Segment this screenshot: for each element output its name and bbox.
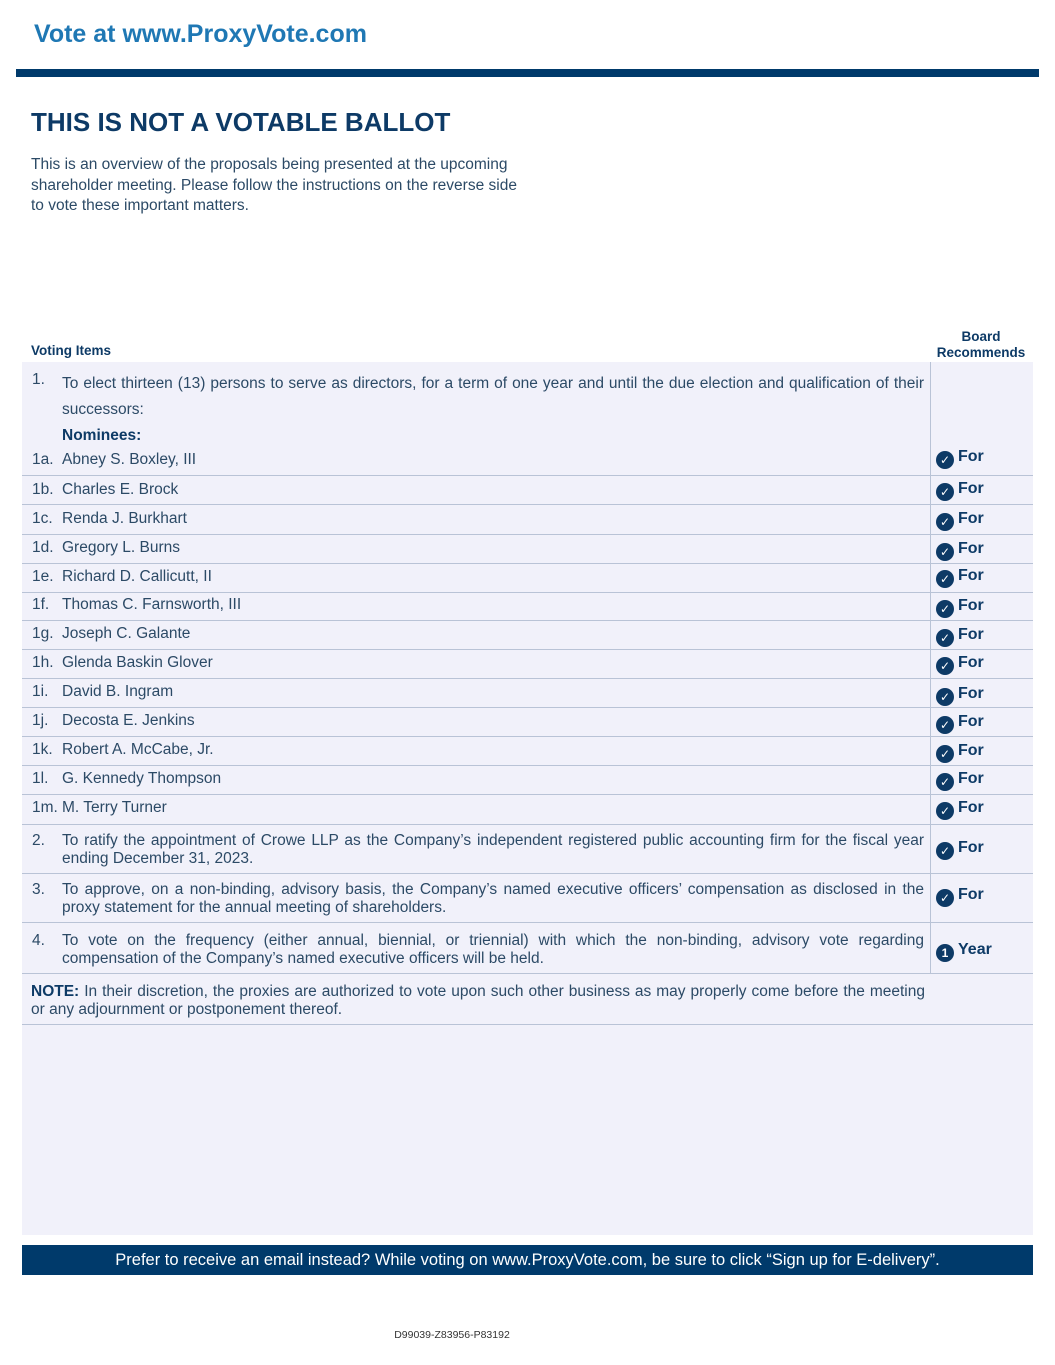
nominee-row [22,795,1033,825]
check-circle-icon: ✓ [936,513,954,531]
nominee-row [22,476,1033,505]
note-body: In their discretion, the proxies are authorized to vote upon such other business as may properly come before the meeting or any adjournment or postponement thereof. [31,983,925,1018]
note-row [22,974,1033,1025]
board-recommendation [936,567,984,588]
proposal-4-text: To vote on the frequency (either annual, biennial, or triennial) with which the non-binding, advisory vote regarding compensation of the Company’s named executive officers will be held. [62,932,924,967]
board-recommendation [936,510,984,531]
check-circle-icon: ✓ [936,745,954,763]
board-recommendation [936,770,984,791]
header-title: Vote at www.ProxyVote.com [34,20,367,48]
recommendation-label: For [958,654,984,671]
nominee-name: G. Kennedy Thompson [62,770,222,787]
document-id: D99039-Z83956-P83192 [394,1329,510,1341]
nominee-name: Thomas C. Farnsworth, III [62,596,242,613]
nominee-number: 1k. [32,741,53,758]
check-circle-icon: ✓ [936,570,954,588]
recommendation-label: For [958,770,984,787]
nominee-number: 1b. [32,481,54,498]
recommendation-label: For [958,799,984,816]
board-recommendation [936,597,984,618]
nominee-row [22,679,1033,708]
recommendation-label: For [958,742,984,759]
nominee-name: Gregory L. Burns [62,539,181,556]
proposal-number: 4. [32,932,45,949]
check-circle-icon: ✓ [936,451,954,469]
nominee-row [22,535,1033,564]
nominee-row [22,564,1033,593]
nominee-name: Abney S. Boxley, III [62,451,197,468]
nominee-name: Robert A. McCabe, Jr. [62,741,214,758]
proposal-2-row [22,825,1033,874]
board-recommendation [936,839,984,860]
check-circle-icon: ✓ [936,543,954,561]
check-circle-icon: ✓ [936,629,954,647]
check-circle-icon: ✓ [936,842,954,860]
number-one-circle-icon: 1 [936,944,954,962]
board-recommendation [936,540,984,561]
board-recommendation [936,713,984,734]
board-recommendation [936,480,984,501]
board-recommendation [936,448,984,469]
nominee-row [22,650,1033,679]
board-recommendation [936,886,984,907]
recommendation-label: For [958,510,984,527]
board-recommendation [936,626,984,647]
proposal-number: 2. [32,832,45,849]
nominee-name: Charles E. Brock [62,481,179,498]
board-recommends-header [928,329,1034,361]
nominees-label: Nominees: [62,427,142,444]
board-header-line1: Board [961,329,1001,344]
proposal-number: 1. [32,371,45,388]
nominee-name: Joseph C. Galante [62,625,191,642]
nominee-row [22,766,1033,795]
nominee-row [22,593,1033,621]
board-recommendation [936,654,984,675]
nominee-row [22,621,1033,650]
check-circle-icon: ✓ [936,716,954,734]
nominee-name: M. Terry Turner [62,799,167,816]
nominee-number: 1c. [32,510,53,527]
note-text [31,983,925,1018]
recommendation-label: Year [958,941,992,958]
recommendation-label: For [958,480,984,497]
intro-text: This is an overview of the proposals being presented at the upcoming shareholder meeting. Please follow the instructions on the reverse side to vote these important matters. [31,156,517,214]
nominee-name: Richard D. Callicutt, II [62,568,212,585]
nominee-number: 1a. [32,451,54,468]
recommendation-label: For [958,626,984,643]
recommendation-label: For [958,713,984,730]
edelivery-banner: Prefer to receive an email instead? While voting on www.ProxyVote.com, be sure to click “Sign up for E-delivery”. [22,1245,1033,1275]
voting-items-header: Voting Items [31,343,112,358]
proposal-1-description: To elect thirteen (13) persons to serve as directors, for a term of one year and until the due election and qualification of their successors: [62,375,924,418]
nominee-row [22,505,1033,535]
check-circle-icon: ✓ [936,600,954,618]
nominee-name: Glenda Baskin Glover [62,654,213,671]
nominee-row [22,737,1033,766]
proposal-3-row [22,874,1033,923]
board-recommendation [936,799,984,820]
board-recommendation [936,742,984,763]
recommendation-label: For [958,685,984,702]
nominee-row [22,708,1033,737]
nominee-name: Decosta E. Jenkins [62,712,195,729]
header-divider-bar [16,69,1039,77]
check-circle-icon: ✓ [936,657,954,675]
board-header-line2: Recommends [936,345,1026,360]
board-recommendation [936,941,992,962]
recommendation-label: For [958,839,984,856]
recommendation-label: For [958,540,984,557]
check-circle-icon: ✓ [936,773,954,791]
proposal-1-row [22,362,1033,476]
proposal-number: 3. [32,881,45,898]
proposal-1-text [62,371,924,449]
nominee-number: 1g. [32,625,54,642]
nominee-number: 1h. [32,654,54,671]
proposal-2-text: To ratify the appointment of Crowe LLP as the Company’s independent registered public accounting firm for the fiscal year ending December 31, 2023. [62,832,924,867]
nominee-number: 1j. [32,712,49,729]
recommendation-label: For [958,597,984,614]
nominee-number: 1d. [32,539,54,556]
nominee-number: 1m. [32,799,58,816]
recommendation-label: For [958,567,984,584]
nominee-number: 1l. [32,770,49,787]
nominee-number: 1i. [32,683,49,700]
proposal-3-text: To approve, on a non-binding, advisory basis, the Company’s named executive officers’ compensation as disclosed in the proxy statement for the annual meeting of shareholders. [62,881,924,916]
check-circle-icon: ✓ [936,483,954,501]
ballot-title: THIS IS NOT A VOTABLE BALLOT [31,107,451,137]
nominee-name: David B. Ingram [62,683,174,700]
recommendation-label: For [958,448,984,465]
check-circle-icon: ✓ [936,802,954,820]
check-circle-icon: ✓ [936,688,954,706]
check-circle-icon: ✓ [936,889,954,907]
recommendation-label: For [958,886,984,903]
nominee-number: 1e. [32,568,54,585]
nominee-number: 1f. [32,596,50,613]
proposal-4-row [22,923,1033,974]
note-label: NOTE: [31,983,80,1000]
nominee-name: Renda J. Burkhart [62,510,187,527]
board-recommendation [936,685,984,706]
column-divider [930,362,931,973]
